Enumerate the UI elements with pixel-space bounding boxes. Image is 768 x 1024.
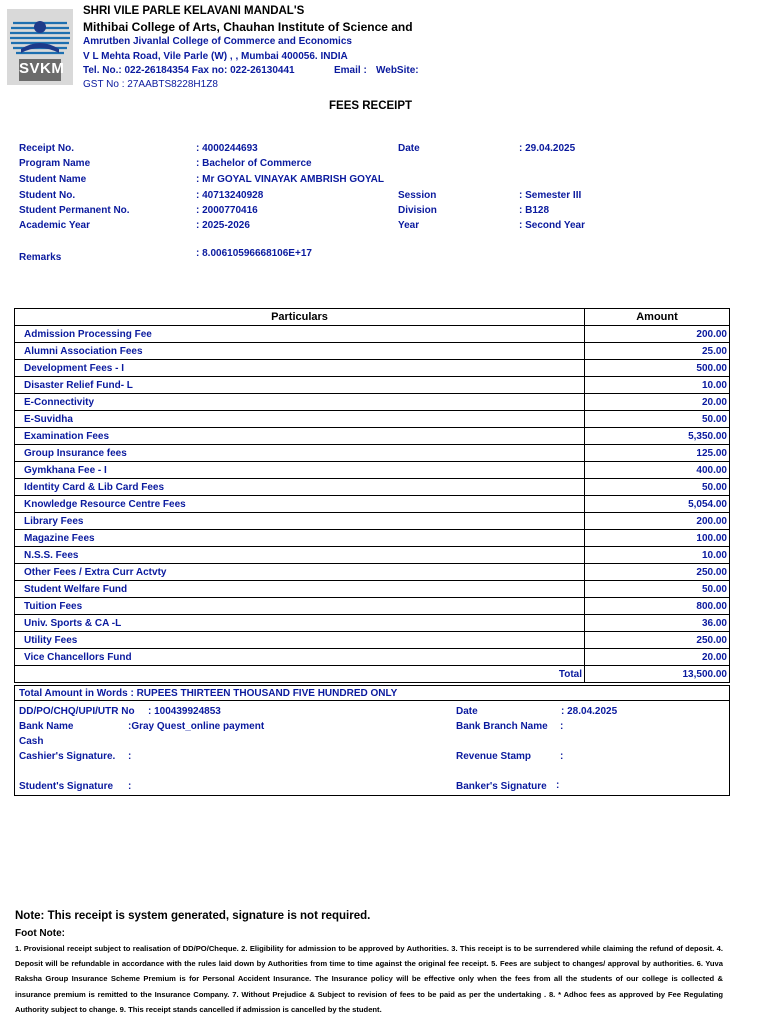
gst-number: GST No : 27AABTS8228H1Z8: [83, 79, 218, 90]
fee-particular: Student Welfare Fund: [15, 581, 585, 598]
fee-amount: 500.00: [585, 360, 730, 377]
date-label: Date: [398, 143, 420, 154]
table-row: [15, 615, 730, 632]
student-name-label: Student Name: [19, 174, 87, 185]
telephone: Tel. No.: 022-26184354 Fax no: 022-26130441: [83, 65, 295, 76]
fee-particular: N.S.S. Fees: [15, 547, 585, 564]
table-row: [15, 530, 730, 547]
receipt-no-label: Receipt No.: [19, 143, 75, 154]
division-value: : B128: [519, 205, 550, 216]
cashier-signature-label: Cashier's Signature.: [19, 751, 116, 762]
amount-header: Amount: [585, 309, 730, 326]
org-name: SHRI VILE PARLE KELAVANI MANDAL'S: [83, 5, 305, 17]
fee-amount: 5,054.00: [585, 496, 730, 513]
fee-particular: Admission Processing Fee: [15, 326, 585, 343]
table-row: [15, 632, 730, 649]
fee-amount: 50.00: [585, 411, 730, 428]
table-row: [15, 428, 730, 445]
fee-amount: 100.00: [585, 530, 730, 547]
bank-branch-value: :: [560, 721, 564, 732]
email-label: Email :: [334, 65, 367, 76]
program-label: Program Name: [19, 158, 91, 169]
table-row: [15, 326, 730, 343]
table-row: [15, 564, 730, 581]
system-generated-note: Note: This receipt is system generated, signature is not required.: [15, 910, 371, 922]
year-value: : Second Year: [519, 220, 585, 231]
table-row: [15, 581, 730, 598]
payment-date-value: : 28.04.2025: [561, 706, 618, 717]
student-name-value: : Mr GOYAL VINAYAK AMBRISH GOYAL: [196, 174, 385, 185]
remarks-label: Remarks: [19, 252, 62, 263]
table-row: [15, 394, 730, 411]
table-row: [15, 411, 730, 428]
ref-no-value: : 100439924853: [148, 706, 221, 717]
particulars-header: Particulars: [15, 309, 585, 326]
student-no-value: : 40713240928: [196, 190, 264, 201]
total-row: [15, 666, 730, 683]
table-row: [15, 649, 730, 666]
fee-particular: E-Connectivity: [15, 394, 585, 411]
fee-particular: Knowledge Resource Centre Fees: [15, 496, 585, 513]
fee-particular: Group Insurance fees: [15, 445, 585, 462]
academic-year-value: : 2025-2026: [196, 220, 250, 231]
receipt-no-value: : 4000244693: [196, 143, 258, 154]
payment-mode: Cash: [19, 736, 44, 747]
fee-amount: 800.00: [585, 598, 730, 615]
division-label: Division: [398, 205, 437, 216]
website-label: WebSite:: [376, 65, 419, 76]
fee-particular: Vice Chancellors Fund: [15, 649, 585, 666]
fee-amount: 50.00: [585, 581, 730, 598]
fee-particular: Examination Fees: [15, 428, 585, 445]
table-row: [15, 479, 730, 496]
total-label: Total: [15, 666, 585, 683]
receipt-title: FEES RECEIPT: [329, 100, 413, 112]
student-signature-value: :: [128, 781, 132, 792]
amount-in-words: Total Amount in Words : RUPEES THIRTEEN THOUSAND FIVE HUNDRED ONLY: [19, 688, 398, 699]
fee-amount: 50.00: [585, 479, 730, 496]
fee-particular: Magazine Fees: [15, 530, 585, 547]
session-value: : Semester III: [519, 190, 582, 201]
fee-amount: 25.00: [585, 343, 730, 360]
revenue-stamp-value: :: [560, 751, 564, 762]
table-row: [15, 462, 730, 479]
table-row: [15, 343, 730, 360]
fee-amount: 36.00: [585, 615, 730, 632]
fees-body: [15, 326, 730, 683]
remarks-value: : 8.00610596668106E+17: [196, 248, 312, 259]
table-row: [15, 513, 730, 530]
table-row: [15, 377, 730, 394]
table-row: [15, 598, 730, 615]
logo-text: SVKM: [19, 60, 65, 77]
fee-amount: 5,350.00: [585, 428, 730, 445]
foot-note-text: 1. Provisional receipt subject to realisation of DD/PO/Cheque. 2. Eligibility for admission to be approved by Authorities. 3. This receipt is to be surrendered while claiming the refund of deposit. 4. Deposit will be refundable in accordance with the rules laid down by Authorities from time to time against the original fee receipt. 5. Fees are subject to changes/ approval by authorities. 6. Yuva Raksha Group Insurance Scheme Premium is for Personal Accident Insurance. The Insurance policy will be effective only when the fees from all the students of our college is collected & insurance premium is remitted to the Insurance Company. 7. Without Prejudice & Subject to revision of fees to be paid as per the undertaking . 8. * Adhoc fees as approved by Fee Regulating Authority subject to change. 9. This receipt stands cancelled if admission is cancelled by the student.: [15, 944, 723, 1014]
fee-amount: 400.00: [585, 462, 730, 479]
fees-table: [14, 308, 730, 683]
payment-box: [14, 685, 730, 796]
fee-amount: 200.00: [585, 326, 730, 343]
fee-amount: 250.00: [585, 564, 730, 581]
cashier-signature-value: :: [128, 751, 132, 762]
revenue-stamp-label: Revenue Stamp: [456, 751, 532, 762]
payment-date-label: Date: [456, 706, 478, 717]
date-value: : 29.04.2025: [519, 143, 576, 154]
bank-name-value: :Gray Quest_online payment: [128, 721, 265, 732]
bank-name-label: Bank Name: [19, 721, 74, 732]
table-row: [15, 445, 730, 462]
table-row: [15, 496, 730, 513]
academic-year-label: Academic Year: [19, 220, 90, 231]
amount-in-words-row: [15, 686, 729, 701]
permanent-no-label: Student Permanent No.: [19, 205, 130, 216]
fee-amount: 200.00: [585, 513, 730, 530]
fee-amount: 125.00: [585, 445, 730, 462]
table-row: [15, 360, 730, 377]
ref-no-label: DD/PO/CHQ/UPI/UTR No: [19, 706, 135, 717]
bank-branch-label: Bank Branch Name: [456, 721, 548, 732]
fee-amount: 20.00: [585, 649, 730, 666]
student-no-label: Student No.: [19, 190, 76, 201]
table-header-row: [15, 309, 730, 326]
fee-amount: 10.00: [585, 547, 730, 564]
fee-amount: 10.00: [585, 377, 730, 394]
program-value: : Bachelor of Commerce: [196, 158, 312, 169]
fee-amount: 250.00: [585, 632, 730, 649]
fee-particular: Other Fees / Extra Curr Actvty: [15, 564, 585, 581]
session-label: Session: [398, 190, 437, 201]
banker-signature-label: Banker's Signature: [456, 781, 547, 792]
address: V L Mehta Road, Vile Parle (W) , , Mumbai 400056. INDIA: [83, 51, 348, 62]
fee-particular: E-Suvidha: [15, 411, 585, 428]
table-row: [15, 547, 730, 564]
fee-particular: Disaster Relief Fund- L: [15, 377, 585, 394]
year-label: Year: [398, 220, 420, 231]
fee-particular: Gymkhana Fee - I: [15, 462, 585, 479]
fee-particular: Library Fees: [15, 513, 585, 530]
fee-particular: Identity Card & Lib Card Fees: [15, 479, 585, 496]
banker-signature-value: :: [556, 780, 560, 791]
fee-particular: Utility Fees: [15, 632, 585, 649]
student-signature-label: Student's Signature: [19, 781, 114, 792]
fee-particular: Alumni Association Fees: [15, 343, 585, 360]
fee-particular: Univ. Sports & CA -L: [15, 615, 585, 632]
fee-particular: Tuition Fees: [15, 598, 585, 615]
permanent-no-value: : 2000770416: [196, 205, 258, 216]
fee-amount: 20.00: [585, 394, 730, 411]
total-amount: 13,500.00: [585, 666, 730, 683]
college-name-2: Amrutben Jivanlal College of Commerce and Economics: [83, 36, 352, 47]
college-name: Mithibai College of Arts, Chauhan Institute of Science and: [83, 20, 413, 34]
fee-particular: Development Fees - I: [15, 360, 585, 377]
foot-note-title: Foot Note:: [15, 928, 65, 939]
